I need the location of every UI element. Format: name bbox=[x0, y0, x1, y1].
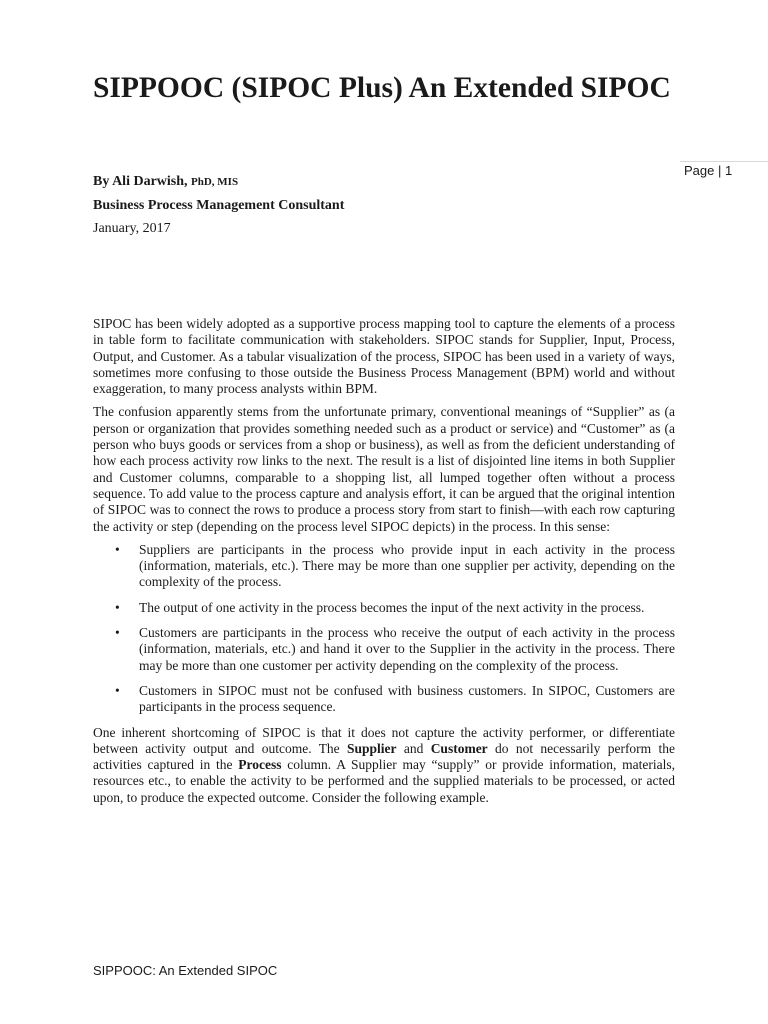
list-item-text: Customers in SIPOC must not be confused with business customers. In SIPOC, Customers are participants in the process sequence. bbox=[139, 682, 675, 715]
page-number: Page | 1 bbox=[684, 163, 733, 178]
list-item bbox=[115, 599, 675, 616]
publication-date: January, 2017 bbox=[93, 221, 171, 236]
bullet-icon: • bbox=[115, 625, 120, 641]
page-footer: SIPPOOC: An Extended SIPOC bbox=[93, 963, 278, 978]
bullet-icon: • bbox=[115, 682, 120, 698]
term-customer: Customer bbox=[430, 740, 488, 756]
paragraph-confusion: The confusion apparently stems from the unfortunate primary, conventional meanings of “Supplier” as (a person or organization that provides something needed such as a product or service) and “Customer” as (a person who buys goods or services from a shop or business), as well as from the deficient understanding of how each process activity row links to the next. The result is a list of disjointed line items in both Supplier and Customer columns, comparable to a shopping list, all lumped together often without a process sequence. To add value to the process capture and analysis effort, it can be argued that the original intention of SIPOC was to connect the rows to produce a process story from start to finish—with each row capturing the activity or step (depending on the process level SIPOC depicts) in the process. In this sense: bbox=[93, 404, 675, 534]
bullet-list bbox=[93, 542, 675, 716]
list-item-text: Suppliers are participants in the process who provide input in each activity in the process (information, materials, etc.). There may be more than one supplier per activity, depending on the complexity of the process. bbox=[139, 541, 675, 590]
paragraph-intro: SIPOC has been widely adopted as a supportive process mapping tool to capture the elements of a process in table form to facilitate communication with stakeholders. SIPOC stands for Supplier, Input, Process, Output, and Customer. As a tabular visualization of the process, SIPOC has been used in a variety of ways, sometimes more confusing to those outside the Business Process Management (BPM) world and without exaggeration, to many process analysts within BPM. bbox=[93, 316, 675, 397]
list-item-text: The output of one activity in the process becomes the input of the next activity in the process. bbox=[139, 599, 645, 615]
term-supplier: Supplier bbox=[347, 740, 397, 756]
text-run: do not necessarily perform the activities captured in the bbox=[93, 740, 675, 773]
text-run: column. A Supplier may “supply” or provide information, materials, resources etc., to enable the activity to be performed and the supplied materials to be processed, or acted upon, to produce the expected outcome. Consider the following example. bbox=[93, 757, 675, 805]
term-process: Process bbox=[238, 757, 282, 773]
author-byline bbox=[93, 174, 238, 190]
document-title: SIPPOOC (SIPOC Plus) An Extended SIPOC bbox=[93, 72, 671, 104]
page-number-rule bbox=[680, 161, 768, 162]
text-run: and bbox=[396, 740, 431, 756]
author-role: Business Process Management Consultant bbox=[93, 198, 345, 213]
list-item bbox=[115, 682, 675, 716]
text-run: One inherent shortcoming of SIPOC is that it does not capture the activity performer, or differentiate between activity output and outcome. The bbox=[93, 724, 675, 756]
body-text bbox=[93, 316, 675, 813]
list-item bbox=[115, 541, 675, 591]
bullet-icon: • bbox=[115, 599, 120, 615]
paragraph-shortcoming bbox=[93, 725, 675, 806]
bullet-icon: • bbox=[115, 541, 120, 557]
list-item-text: Customers are participants in the process who receive the output of each activity in the process (information, materials, etc.) and hand it over to the Supplier in the activity in the process. There may be more than one customer per activity depending on the complexity of the process. bbox=[139, 625, 675, 673]
author-name: By Ali Darwish, bbox=[93, 174, 192, 189]
author-credentials: PhD, MIS bbox=[191, 176, 239, 188]
list-item bbox=[115, 625, 675, 674]
